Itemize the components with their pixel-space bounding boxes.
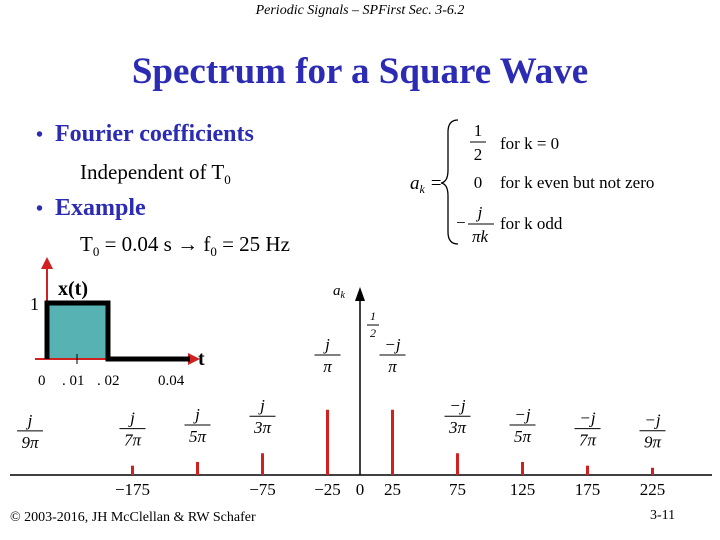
case2-condition: for k even but not zero (500, 173, 655, 192)
spectrum-tick-label: −175 (114, 480, 151, 499)
stem-label-numerator: −j (644, 410, 661, 430)
bullet-dot-icon: • (36, 124, 44, 146)
slide-header: Periodic Signals – SPFirst Sec. 3-6.2 (255, 3, 465, 18)
case1-den: 2 (473, 145, 483, 164)
stem-label-denominator: 9π (21, 432, 39, 452)
waveform-label: x(t) (58, 278, 88, 300)
spectrum-y-label: $a_k$ (333, 283, 345, 301)
copyright-footer: © 2003-2016, JH McClellan & RW Schafer (10, 510, 256, 525)
tick-label-01: . 01 (62, 373, 85, 389)
ak-formula (400, 112, 655, 252)
stem-label-denominator: 5π (188, 426, 207, 446)
spectrum-tick-label: 0 (355, 480, 365, 499)
case3-num: j (477, 203, 483, 222)
spectrum-tick-label: −25 (314, 480, 341, 499)
tick-label-004: 0.04 (158, 373, 185, 389)
case2-value: 0 (473, 173, 483, 192)
stem-label-numerator: −j (384, 335, 401, 354)
stem-label-numerator: j (260, 396, 265, 416)
bullet-example: • Example (36, 195, 146, 221)
spectrum-tick-label: 75 (449, 480, 466, 499)
tick-label-0: 0 (38, 373, 46, 389)
spectrum-tick-label: −75 (249, 480, 276, 499)
formula-lhs: $a_k$ = (410, 173, 443, 196)
stem-label-numerator: j (325, 335, 330, 354)
slide-title: Spectrum for a Square Wave (131, 51, 589, 92)
stem-label-denominator: 7π (123, 430, 142, 450)
stem-label-numerator: j (195, 404, 200, 424)
stem-label-denominator: 3π (448, 418, 467, 438)
page-number: 3-11 (650, 508, 676, 523)
stem-label-numerator: −j (449, 396, 466, 416)
stem-label-denominator: 7π (578, 430, 597, 450)
tick-label-02: . 02 (97, 373, 120, 389)
spectrum-tick-label: 25 (384, 480, 401, 499)
stem-label-numerator: −j (579, 408, 596, 428)
spectrum-tick-label: 175 (574, 480, 601, 499)
case3-condition: for k odd (500, 214, 563, 233)
stem-label-numerator: j (130, 408, 135, 428)
y-axis-arrow-icon (41, 257, 53, 269)
case3-den: πk (471, 227, 489, 246)
spectrum-tick-label: 225 (639, 480, 666, 499)
case3-sign: − (456, 213, 466, 232)
spectrum-tick-label: 125 (509, 480, 536, 499)
spectrum-y-axis-arrow-icon (355, 287, 365, 301)
waveform-level-label: 1 (30, 294, 39, 314)
stem-label-denominator: 5π (513, 426, 532, 446)
independent-of-t0-text: Independent of $T_0$ (80, 160, 231, 188)
bullet-dot-icon: • (36, 198, 44, 220)
case1-condition: for k = 0 (500, 134, 560, 153)
stem-label-numerator: −j (514, 404, 531, 424)
stem-label-numerator: j (27, 410, 33, 430)
spectrum-stem-plot (0, 275, 720, 505)
bullet-fourier-coefficients: • Fourier coefficients (36, 121, 254, 147)
t-axis-label: t (198, 348, 205, 370)
example-values-text: $T_0 = 0.04$ $s \to f_0 = 25$ Hz (80, 232, 290, 260)
stem-label-denominator: π (323, 357, 332, 376)
stem-label-denominator: π (388, 357, 397, 376)
stem-label-denominator: 3π (253, 418, 272, 438)
stem-label-numerator: 1 (370, 309, 376, 323)
case1-num: 1 (473, 121, 483, 140)
stem-label-denominator: 9π (643, 432, 662, 452)
stem-label-denominator: 2 (370, 326, 376, 340)
spectrum-y-label-sub: k (340, 290, 345, 301)
